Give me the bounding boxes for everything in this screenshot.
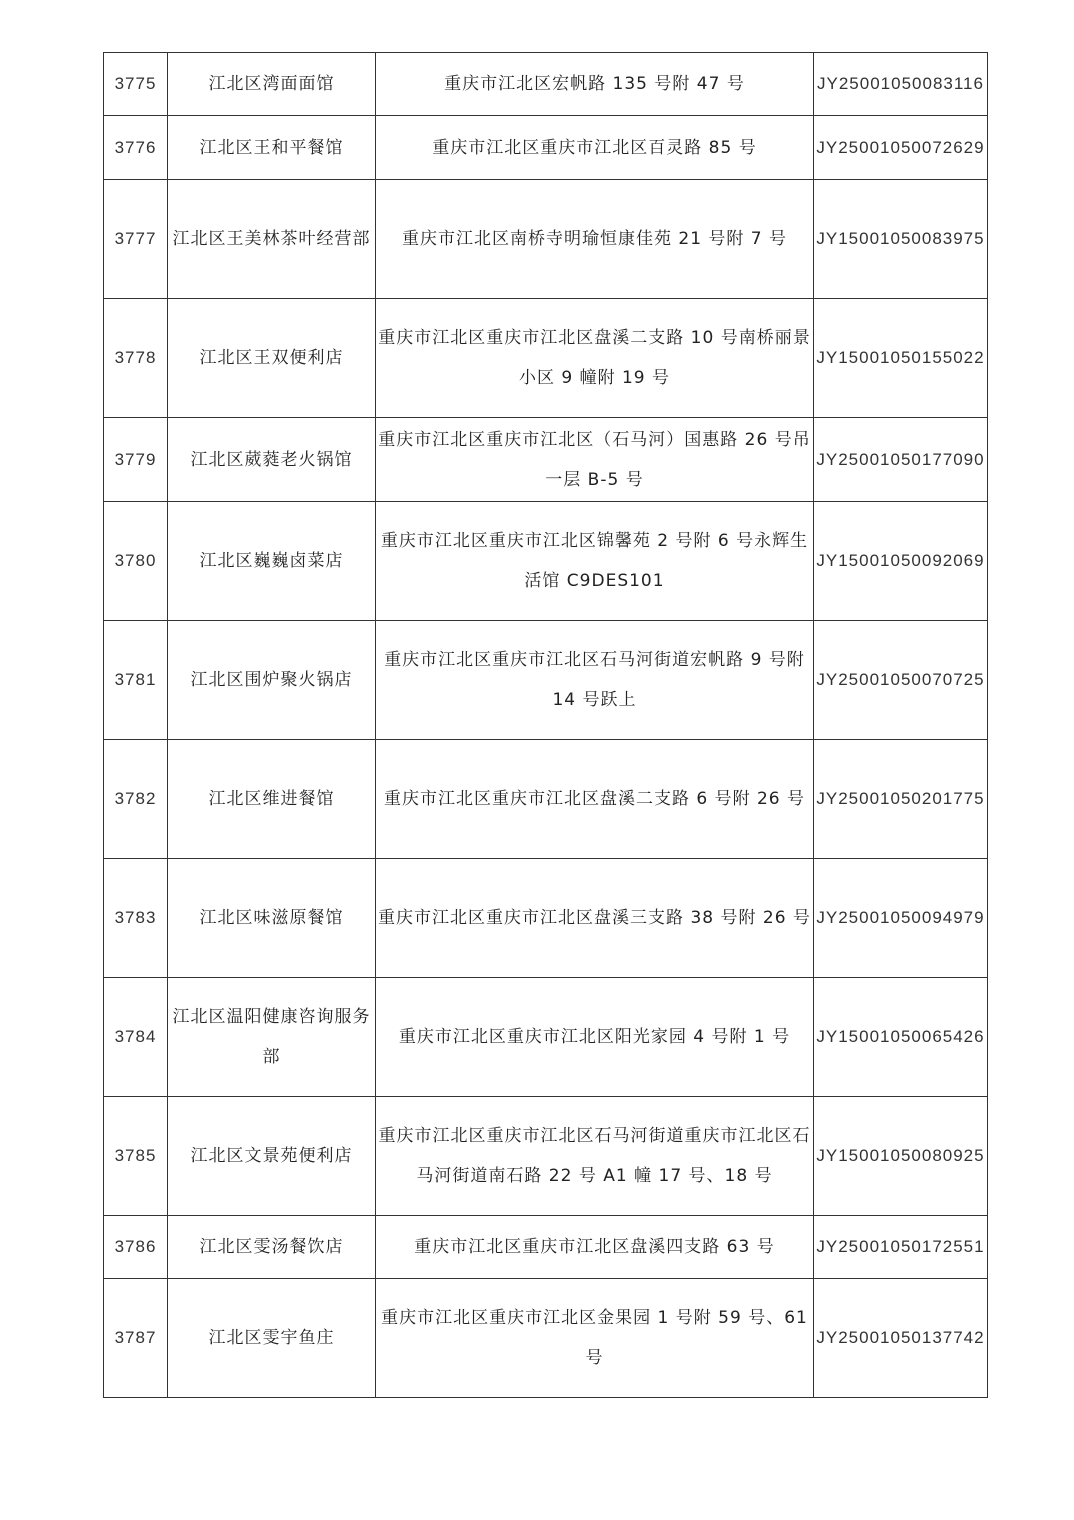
business-address: 重庆市江北区重庆市江北区盘溪二支路 10 号南桥丽景小区 9 幢附 19 号 <box>376 299 814 418</box>
business-address: 重庆市江北区重庆市江北区石马河街道宏帆路 9 号附 14 号跃上 <box>376 621 814 740</box>
table-row <box>104 740 988 859</box>
business-address: 重庆市江北区重庆市江北区阳光家园 4 号附 1 号 <box>376 978 814 1097</box>
license-number: JY25001050137742 <box>814 1279 988 1398</box>
license-number: JY15001050083975 <box>814 180 988 299</box>
license-number: JY25001050201775 <box>814 740 988 859</box>
license-number: JY25001050094979 <box>814 859 988 978</box>
business-name: 江北区雯汤餐饮店 <box>168 1216 376 1279</box>
business-name: 江北区温阳健康咨询服务部 <box>168 978 376 1097</box>
business-name: 江北区文景苑便利店 <box>168 1097 376 1216</box>
table-row <box>104 418 988 502</box>
table-row <box>104 859 988 978</box>
row-number: 3783 <box>104 859 168 978</box>
license-number: JY15001050155022 <box>814 299 988 418</box>
license-number: JY25001050072629 <box>814 116 988 180</box>
row-number: 3775 <box>104 53 168 116</box>
table-row <box>104 180 988 299</box>
row-number: 3778 <box>104 299 168 418</box>
table-row <box>104 116 988 180</box>
row-number: 3776 <box>104 116 168 180</box>
business-name: 江北区湾面面馆 <box>168 53 376 116</box>
row-number: 3784 <box>104 978 168 1097</box>
business-address: 重庆市江北区南桥寺明瑜恒康佳苑 21 号附 7 号 <box>376 180 814 299</box>
business-address: 重庆市江北区重庆市江北区（石马河）国惠路 26 号吊一层 B-5 号 <box>376 418 814 502</box>
row-number: 3777 <box>104 180 168 299</box>
row-number: 3787 <box>104 1279 168 1398</box>
business-address: 重庆市江北区重庆市江北区盘溪四支路 63 号 <box>376 1216 814 1279</box>
table-row <box>104 1279 988 1398</box>
business-address: 重庆市江北区宏帆路 135 号附 47 号 <box>376 53 814 116</box>
license-number: JY25001050083116 <box>814 53 988 116</box>
license-number: JY25001050177090 <box>814 418 988 502</box>
business-name: 江北区味滋原餐馆 <box>168 859 376 978</box>
business-name: 江北区葳蕤老火锅馆 <box>168 418 376 502</box>
row-number: 3785 <box>104 1097 168 1216</box>
row-number: 3780 <box>104 502 168 621</box>
table-row <box>104 978 988 1097</box>
table-row <box>104 1216 988 1279</box>
business-address: 重庆市江北区重庆市江北区石马河街道重庆市江北区石马河街道南石路 22 号 A1 幢 17 号、18 号 <box>376 1097 814 1216</box>
business-address: 重庆市江北区重庆市江北区盘溪二支路 6 号附 26 号 <box>376 740 814 859</box>
business-address: 重庆市江北区重庆市江北区锦馨苑 2 号附 6 号永辉生活馆 C9DES101 <box>376 502 814 621</box>
business-name: 江北区巍巍卤菜店 <box>168 502 376 621</box>
business-name: 江北区王美林茶叶经营部 <box>168 180 376 299</box>
business-name: 江北区维进餐馆 <box>168 740 376 859</box>
license-number: JY15001050080925 <box>814 1097 988 1216</box>
license-number: JY15001050092069 <box>814 502 988 621</box>
row-number: 3781 <box>104 621 168 740</box>
table-row <box>104 502 988 621</box>
row-number: 3786 <box>104 1216 168 1279</box>
table-row <box>104 299 988 418</box>
table-row <box>104 621 988 740</box>
business-name: 江北区王和平餐馆 <box>168 116 376 180</box>
business-address: 重庆市江北区重庆市江北区百灵路 85 号 <box>376 116 814 180</box>
business-license-table <box>103 52 988 1398</box>
row-number: 3782 <box>104 740 168 859</box>
business-name: 江北区王双便利店 <box>168 299 376 418</box>
business-address: 重庆市江北区重庆市江北区盘溪三支路 38 号附 26 号 <box>376 859 814 978</box>
license-number: JY25001050070725 <box>814 621 988 740</box>
business-name: 江北区雯宇鱼庄 <box>168 1279 376 1398</box>
table-row <box>104 1097 988 1216</box>
business-name: 江北区围炉聚火锅店 <box>168 621 376 740</box>
row-number: 3779 <box>104 418 168 502</box>
business-address: 重庆市江北区重庆市江北区金果园 1 号附 59 号、61 号 <box>376 1279 814 1398</box>
table-row <box>104 53 988 116</box>
license-number: JY25001050172551 <box>814 1216 988 1279</box>
license-number: JY15001050065426 <box>814 978 988 1097</box>
